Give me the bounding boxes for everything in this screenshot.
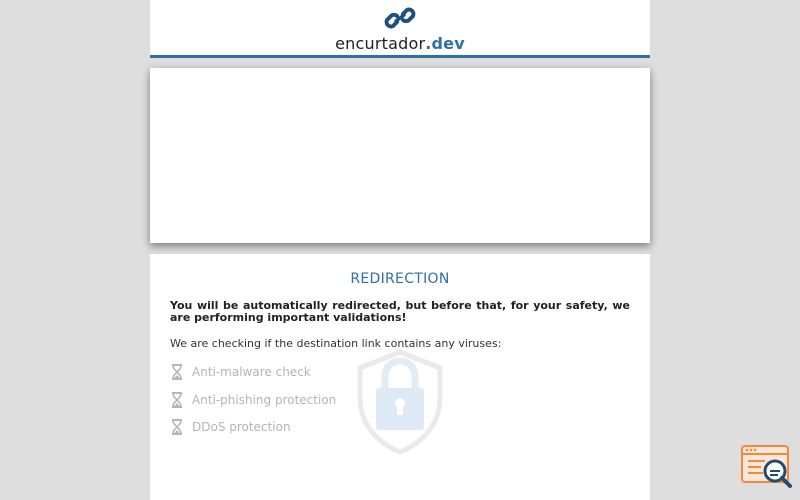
check-anti-phishing xyxy=(170,392,336,420)
browser-search-icon[interactable] xyxy=(741,444,793,490)
check-anti-malware xyxy=(170,364,336,392)
redirection-card xyxy=(150,254,650,500)
content-frame xyxy=(150,68,650,243)
brand-logo-text[interactable] xyxy=(0,34,800,53)
hourglass-icon xyxy=(170,419,184,435)
header-divider xyxy=(150,55,650,58)
chain-link-icon xyxy=(384,5,416,31)
brand-tld: .dev xyxy=(425,34,465,53)
brand-name: encurtador xyxy=(335,34,426,53)
checking-text: We are checking if the destination link contains any viruses: xyxy=(170,337,502,350)
security-notice: You will be automatically redirected, but before that, for your safety, we are performing important validations! xyxy=(170,299,630,324)
hourglass-icon xyxy=(170,392,184,408)
check-label: Anti-phishing protection xyxy=(192,392,337,407)
hourglass-icon xyxy=(170,364,184,380)
shield-lock-icon xyxy=(356,348,444,456)
validation-checklist xyxy=(170,364,336,447)
check-ddos xyxy=(170,419,336,447)
card-title: REDIRECTION xyxy=(350,271,450,287)
check-label: Anti-malware check xyxy=(192,365,311,379)
check-label: DDoS protection xyxy=(192,420,291,434)
